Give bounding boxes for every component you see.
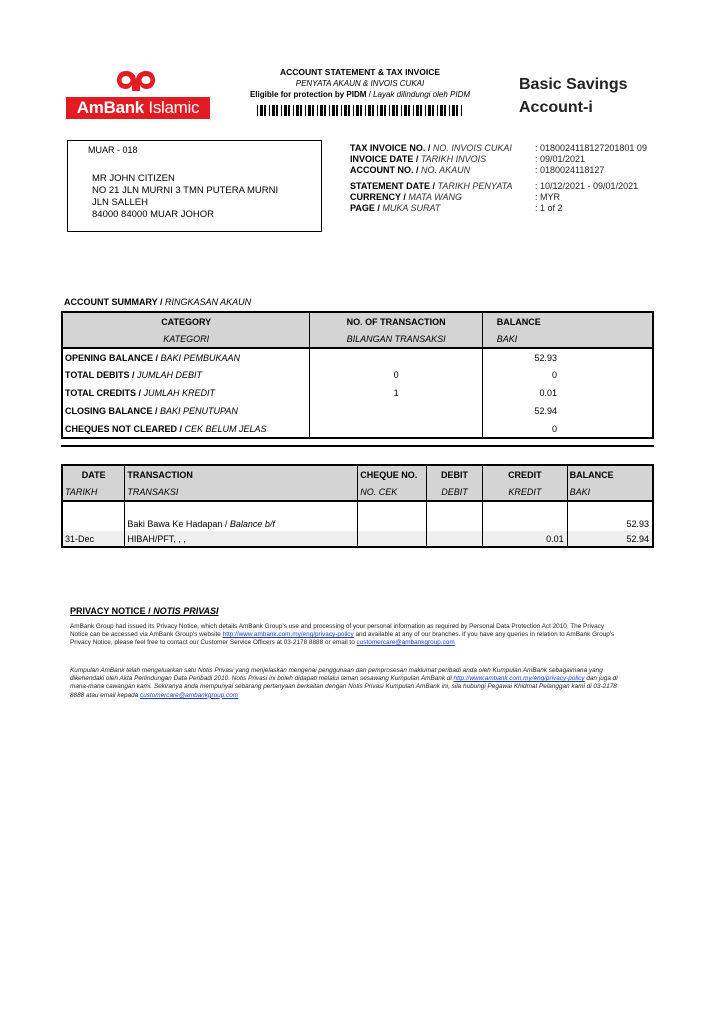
row-balance: 0 bbox=[482, 420, 653, 438]
address-line2: JLN SALLEH bbox=[92, 197, 148, 208]
txn-date bbox=[62, 509, 125, 531]
info-label: PAGE / bbox=[350, 203, 380, 213]
row-label: OPENING BALANCE / bbox=[65, 352, 159, 363]
col-date: DATE bbox=[62, 465, 125, 483]
info-label-ms: NO. INVOIS CUKAI bbox=[430, 143, 512, 153]
txn-debit bbox=[427, 531, 483, 547]
privacy-notice-ms bbox=[70, 667, 618, 700]
table-row bbox=[62, 531, 653, 547]
col-credit-ms: KREDIT bbox=[482, 483, 567, 501]
info-label-ms: MATA WANG bbox=[405, 192, 463, 202]
table-row bbox=[62, 384, 653, 402]
tax-invoice-no: : 0180024118127201801 09 bbox=[535, 143, 647, 153]
info-label: ACCOUNT NO. / bbox=[350, 165, 419, 175]
txn-credit: 0.01 bbox=[482, 531, 567, 547]
invoice-info bbox=[350, 143, 670, 214]
row-label: TOTAL DEBITS / bbox=[65, 370, 135, 380]
info-label: CURRENCY / bbox=[350, 192, 406, 202]
logo-suffix-text: Islamic bbox=[148, 98, 200, 117]
row-count bbox=[310, 402, 482, 420]
table-row bbox=[62, 366, 653, 384]
col-balance: BALANCE bbox=[567, 465, 653, 483]
info-label: INVOICE DATE / bbox=[350, 154, 419, 164]
privacy-text: Kumpulan AmBank telah mengeluarkan satu Notis Privasi yang menjelaskan mengenai penggunaan dan pemprosesan maklumat peribadi anda oleh Kumpulan AmBank sebagaimana yang dikehendaki oleh Akta Perlindungan Data Peribadi 2010. Notis Privasi ini boleh didapati melalui laman sesawang Kumpulan AmBank di bbox=[70, 667, 603, 683]
txn-header-row-ms bbox=[62, 483, 653, 501]
row-label: TOTAL CREDITS / bbox=[65, 388, 142, 398]
row-label: CHEQUES NOT CLEARED / bbox=[65, 423, 183, 434]
txn-credit bbox=[482, 509, 567, 531]
privacy-title-en: PRIVACY NOTICE / bbox=[70, 606, 154, 616]
transactions-table bbox=[61, 464, 654, 548]
col-balance: BALANCE bbox=[482, 312, 653, 330]
col-category: CATEGORY bbox=[62, 312, 310, 330]
col-balance-ms: BAKI bbox=[567, 483, 653, 501]
col-balance-ms: BAKI bbox=[482, 330, 653, 348]
txn-desc-text: Baki Bawa Ke Hadapan / bbox=[127, 519, 230, 529]
currency-row bbox=[350, 192, 670, 203]
table-row bbox=[62, 509, 653, 531]
account-no: : 0180024118127 bbox=[535, 165, 605, 175]
row-count: 1 bbox=[310, 384, 482, 402]
col-transaction-count-ms: BILANGAN TRANSAKSI bbox=[310, 330, 482, 348]
txn-debit bbox=[427, 509, 483, 531]
privacy-policy-link[interactable]: http://www.ambank.com.my/eng/privacy-policy bbox=[453, 675, 585, 683]
table-row bbox=[62, 348, 653, 366]
txn-header-row bbox=[62, 465, 653, 483]
info-label-ms: NO. AKAUN bbox=[418, 165, 471, 175]
logo-brand-text: AmBank bbox=[76, 98, 144, 117]
privacy-notice-en bbox=[70, 623, 618, 648]
row-label: CLOSING BALANCE / bbox=[65, 406, 158, 416]
account-summary-title bbox=[64, 297, 251, 307]
col-category-ms: KATEGORI bbox=[62, 330, 310, 348]
info-label-ms: TARIKH INVOIS bbox=[418, 154, 487, 164]
row-balance: 0 bbox=[482, 366, 653, 384]
account-no-row bbox=[350, 165, 670, 176]
pidm-sep: / bbox=[366, 90, 374, 99]
txn-balance: 52.93 bbox=[567, 509, 653, 531]
invoice-date-row bbox=[350, 154, 670, 165]
info-label: STATEMENT DATE / bbox=[350, 181, 435, 191]
page-number: : 1 of 2 bbox=[535, 203, 563, 213]
txn-cheque bbox=[358, 509, 427, 531]
privacy-notice-title bbox=[70, 606, 219, 616]
row-label-ms: CEK BELUM JELAS bbox=[182, 423, 267, 434]
txn-desc-italic: Balance b/f bbox=[229, 519, 275, 529]
statement-subtitle: PENYATA AKAUN & INVOIS CUKAI bbox=[295, 79, 425, 88]
privacy-text: dan juga di mana-mana cawangan kami. Sekiranya anda mempunyai sebarang pertanyaan berkaitan dengan Notis Privasi Kumpulan AmBank ini, sila hubungi Pegawai Khidmat Pelanggan kami di 03-2178 8888 atau email kepada bbox=[70, 675, 618, 699]
statement-header bbox=[220, 67, 500, 100]
address-line1: NO 21 JLN MURNI 3 TMN PUTERA MURNI bbox=[92, 185, 279, 196]
row-balance: 52.94 bbox=[482, 402, 653, 420]
txn-description bbox=[125, 531, 358, 547]
statement-date: : 10/12/2021 - 09/01/2021 bbox=[535, 181, 639, 191]
txn-cheque bbox=[358, 531, 427, 547]
col-date-ms: TARIKH bbox=[62, 483, 125, 501]
summary-header-row bbox=[62, 312, 653, 330]
row-label-ms: JUMLAH KREDIT bbox=[141, 388, 216, 398]
customer-name: MR JOHN CITIZEN bbox=[92, 173, 175, 184]
row-label-ms: BAKI PENUTUPAN bbox=[157, 406, 238, 416]
tax-invoice-row bbox=[350, 143, 670, 154]
privacy-title-ms: NOTIS PRIVASI bbox=[153, 606, 219, 616]
summary-title-ms: RINGKASAN AKAUN bbox=[162, 297, 252, 307]
statement-date-row bbox=[350, 181, 670, 192]
col-cheque-no-ms: NO. CEK bbox=[358, 483, 427, 501]
address-line3: 84000 84000 MUAR JOHOR bbox=[92, 209, 214, 220]
product-line1: Basic Savings bbox=[519, 76, 628, 93]
customercare-email-link[interactable]: customercare@ambankgroup.com bbox=[356, 639, 455, 647]
privacy-text: AmBank Group had issued its Privacy Notice, which details AmBank Group’s use and processing of your personal information as required by Personal Data Protection Act 2010. The Privacy Notice can be accessed via AmBank Group’s website bbox=[70, 623, 605, 639]
col-cheque-no: CHEQUE NO. bbox=[358, 465, 427, 483]
customer-address-box bbox=[67, 140, 322, 232]
info-label-ms: TARIKH PENYATA bbox=[435, 181, 513, 191]
ambank-islamic-logo bbox=[66, 70, 210, 120]
txn-balance: 52.94 bbox=[567, 531, 653, 547]
customer-address bbox=[92, 173, 278, 221]
logo-wordmark bbox=[66, 97, 210, 119]
account-summary-table bbox=[61, 311, 654, 439]
section-divider bbox=[61, 445, 654, 447]
info-label: TAX INVOICE NO. / bbox=[350, 143, 431, 153]
col-transaction-count: NO. OF TRANSACTION bbox=[310, 312, 482, 330]
product-name bbox=[519, 73, 628, 119]
summary-title-en: ACCOUNT SUMMARY / bbox=[64, 297, 163, 307]
row-label-ms: BAKI PEMBUKAAN bbox=[158, 352, 241, 363]
row-label-ms: JUMLAH DEBIT bbox=[134, 370, 203, 380]
col-credit: CREDIT bbox=[482, 465, 567, 483]
currency: : MYR bbox=[535, 192, 561, 202]
col-transaction-ms: TRANSAKSI bbox=[125, 483, 358, 501]
txn-date: 31-Dec bbox=[62, 531, 125, 547]
product-line2: Account-i bbox=[519, 99, 593, 116]
col-transaction: TRANSACTION bbox=[125, 465, 358, 483]
page-row bbox=[350, 203, 670, 214]
col-debit: DEBIT bbox=[427, 465, 483, 483]
pidm-ms: Layak dilindungi oleh PIDM bbox=[373, 90, 471, 99]
row-count bbox=[310, 420, 482, 438]
privacy-policy-link[interactable]: http://www.ambank.com.my/eng/privacy-policy bbox=[222, 631, 354, 639]
row-balance: 52.93 bbox=[482, 348, 653, 366]
pidm-en: Eligible for protection by PIDM bbox=[249, 90, 367, 99]
table-row bbox=[62, 420, 653, 438]
invoice-date: : 09/01/2021 bbox=[535, 154, 586, 164]
statement-title: ACCOUNT STATEMENT & TAX INVOICE bbox=[279, 67, 441, 77]
txn-desc-text: HIBAH/PFT, , , bbox=[127, 533, 186, 544]
row-count: 0 bbox=[310, 366, 482, 384]
row-count bbox=[310, 348, 482, 366]
info-label-ms: MUKA SURAT bbox=[379, 203, 441, 213]
table-row bbox=[62, 402, 653, 420]
ambank-logo-mark-icon bbox=[116, 70, 156, 92]
privacy-text: and available at any of our branches. If you have any queries in relation to AmBank Group’s Privacy Notice, please feel free to contact our Customer Service Officers at 03-2178 8888 or email to bbox=[70, 631, 615, 647]
summary-header-row-ms bbox=[62, 330, 653, 348]
txn-description bbox=[125, 509, 358, 531]
barcode-icon bbox=[257, 105, 463, 116]
row-balance: 0.01 bbox=[482, 384, 653, 402]
pidm-notice bbox=[220, 89, 500, 100]
branch-code: MUAR - 018 bbox=[88, 145, 138, 155]
customercare-email-link[interactable]: customercare@ambankgroup.com bbox=[140, 691, 239, 699]
col-debit-ms: DEBIT bbox=[427, 483, 483, 501]
